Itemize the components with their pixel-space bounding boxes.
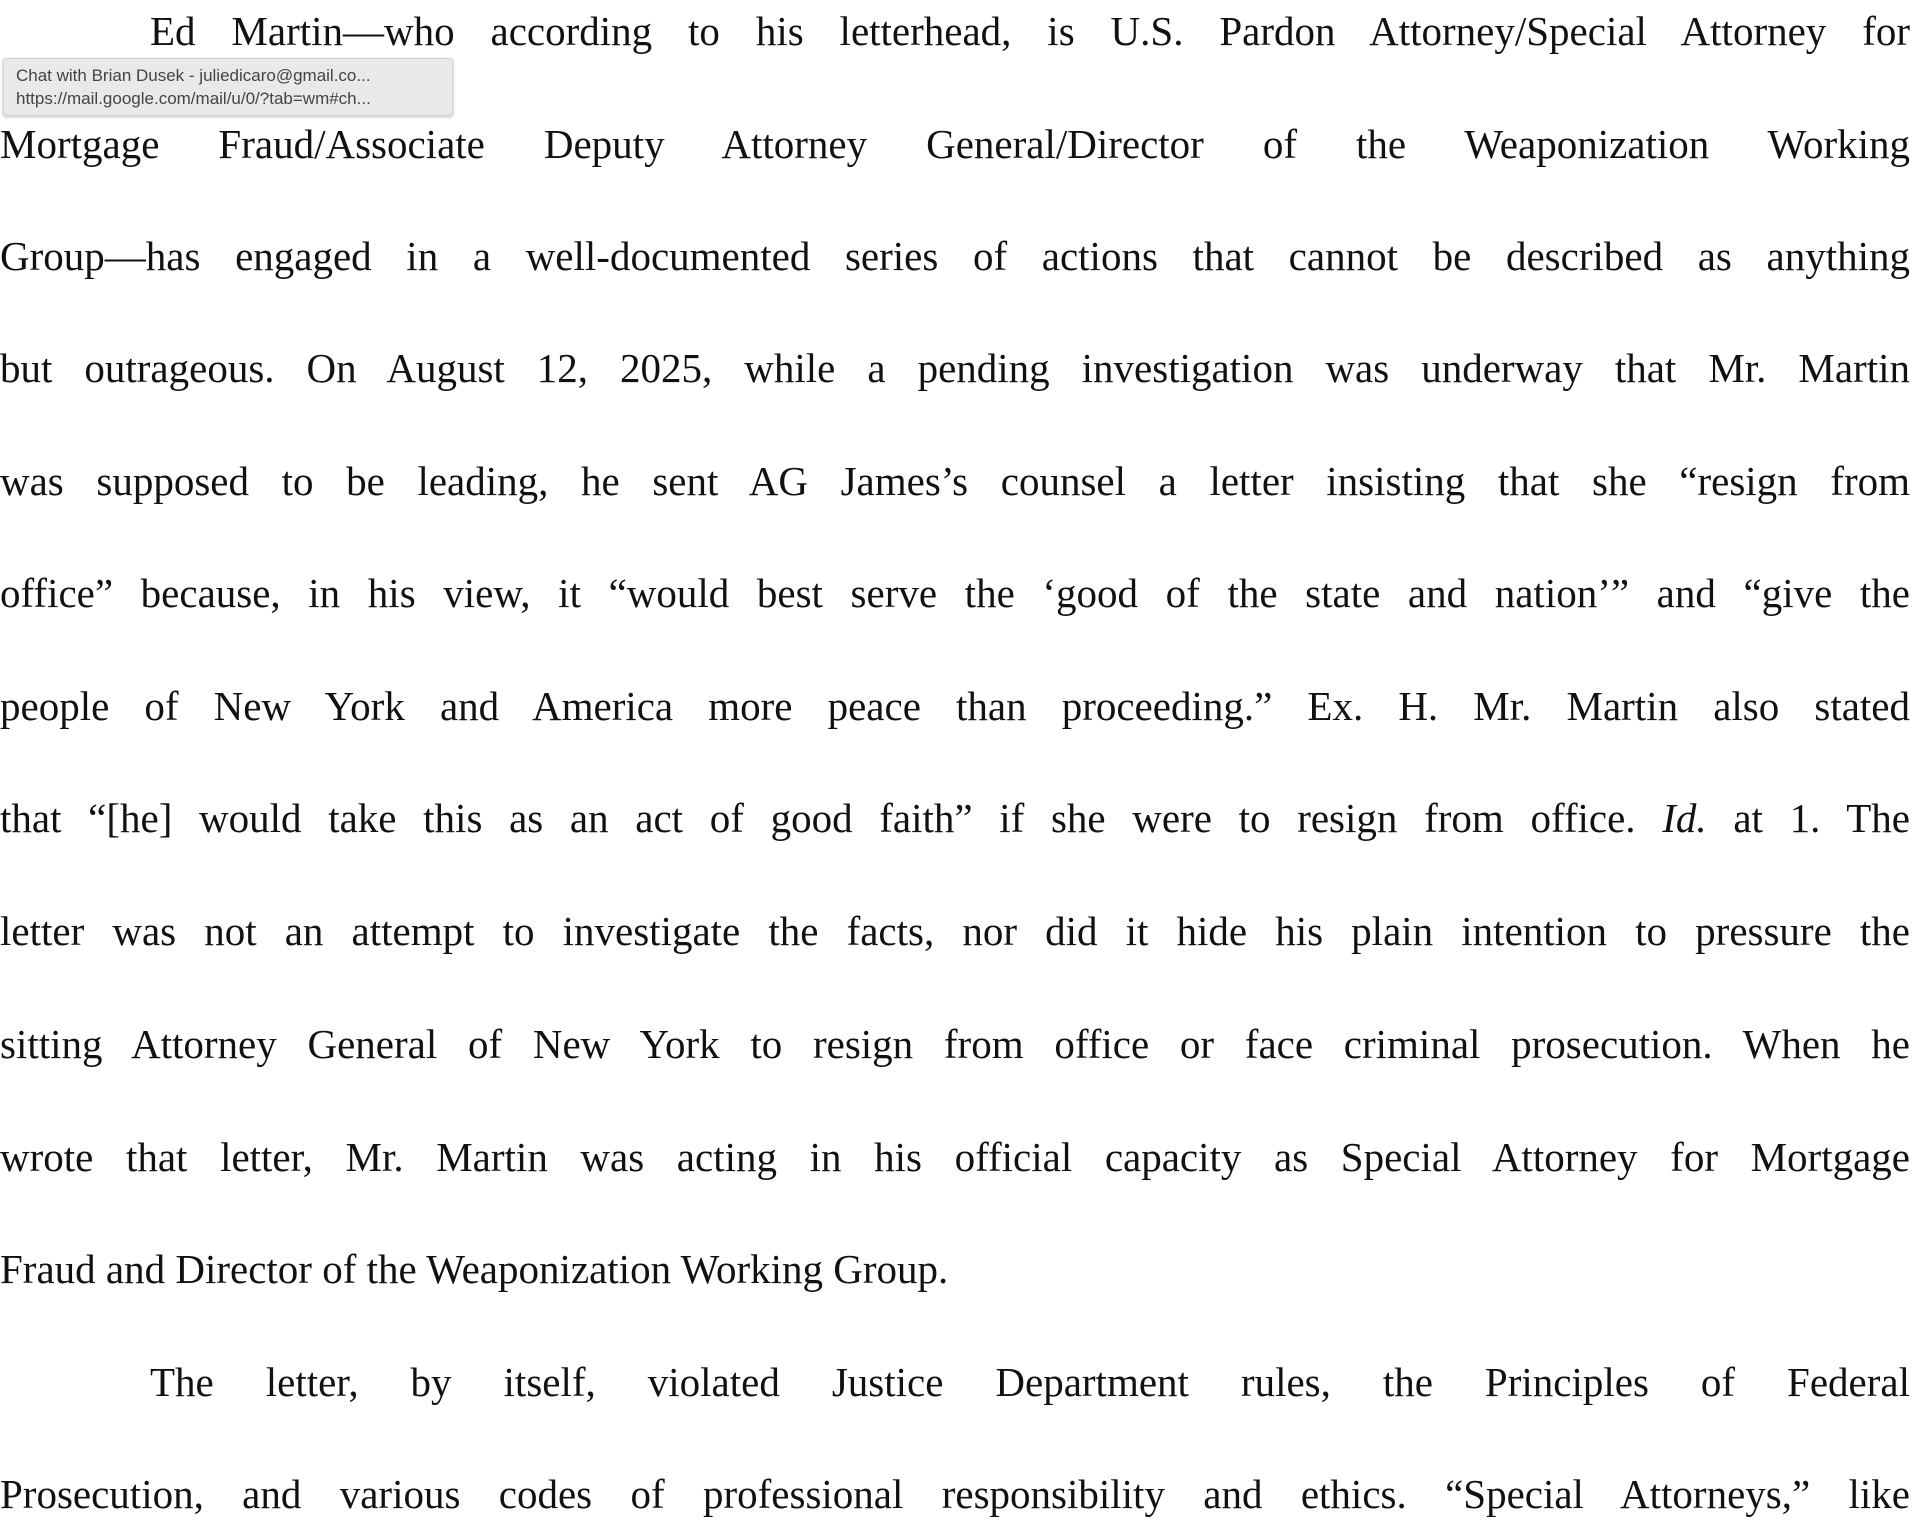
text-line: sitting Attorney General of New York to resign from office or face criminal prosecution. When he xyxy=(0,1021,1910,1067)
text-line: The letter, by itself, violated Justice Department rules, the Principles of Federal xyxy=(150,1359,1910,1405)
tooltip-url: https://mail.google.com/mail/u/0/?tab=wm#ch... xyxy=(16,89,371,108)
text-line xyxy=(0,793,1910,843)
text-segment: that “[he] would take this as an act of good faith” if she were to resign from office. xyxy=(0,795,1663,841)
text-line: Ed Martin—who according to his letterhead, is U.S. Pardon Attorney/Special Attorney for xyxy=(150,8,1910,54)
text-line: office” because, in his view, it “would best serve the ‘good of the state and nation’” and “give the xyxy=(0,570,1910,616)
text-line: Mortgage Fraud/Associate Deputy Attorney General/Director of the Weaponization Working xyxy=(0,121,1910,167)
text-line: wrote that letter, Mr. Martin was acting in his official capacity as Special Attorney for Mortgage xyxy=(0,1134,1910,1180)
link-tooltip xyxy=(3,58,453,116)
text-line: but outrageous. On August 12, 2025, while a pending investigation was underway that Mr. Martin xyxy=(0,345,1910,391)
text-line: Prosecution, and various codes of professional responsibility and ethics. “Special Attorneys,” like xyxy=(0,1471,1910,1517)
text-line: Group—has engaged in a well-documented series of actions that cannot be described as anything xyxy=(0,233,1910,279)
text-line: Fraud and Director of the Weaponization Working Group. xyxy=(0,1246,949,1292)
text-line: people of New York and America more peace than proceeding.” Ex. H. Mr. Martin also stated xyxy=(0,683,1910,729)
text-line: letter was not an attempt to investigate the facts, nor did it hide his plain intention to pressure the xyxy=(0,908,1910,954)
tooltip-title: Chat with Brian Dusek - juliedicaro@gmail.co... xyxy=(16,66,371,85)
text-segment: at 1. The xyxy=(1706,795,1911,841)
citation-id: Id. xyxy=(1662,795,1707,841)
text-line: was supposed to be leading, he sent AG James’s counsel a letter insisting that she “resign from xyxy=(0,458,1910,504)
